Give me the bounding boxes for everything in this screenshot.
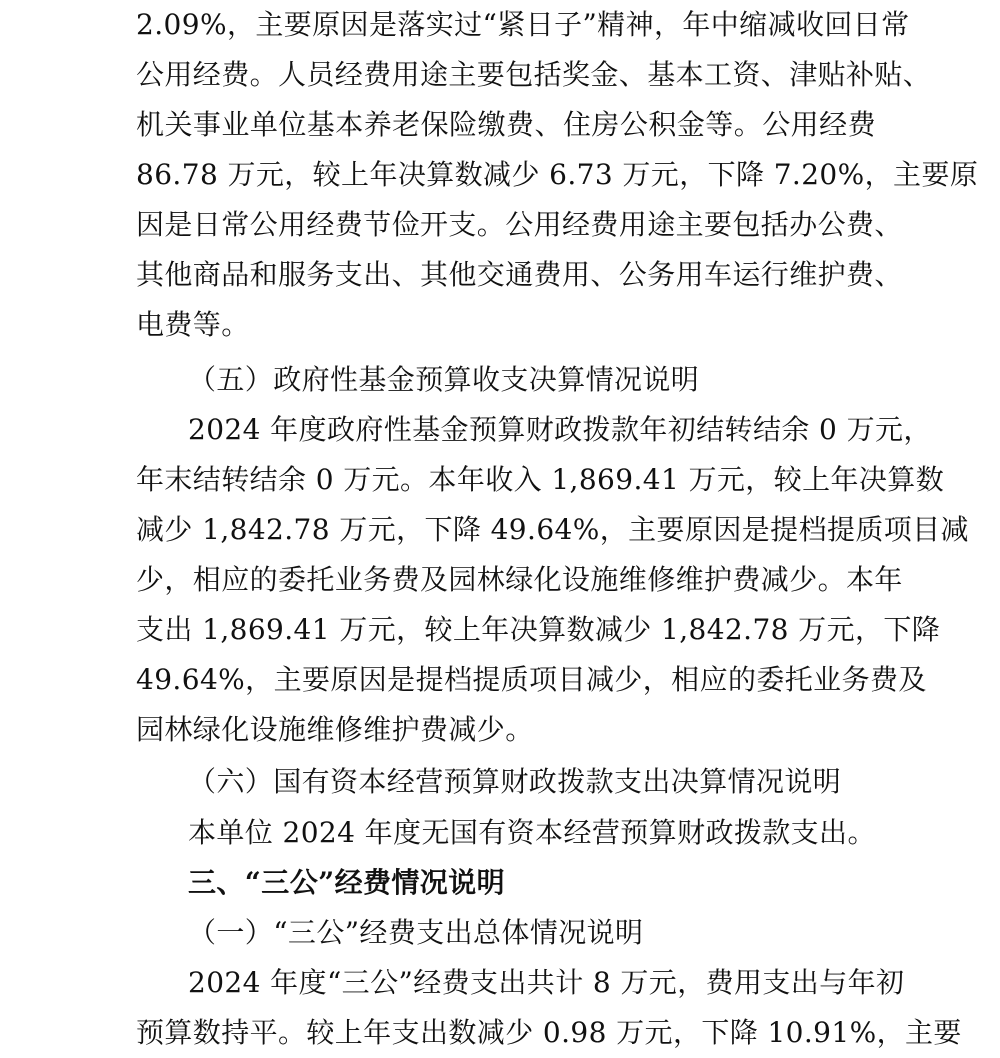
paragraph-line: 其他商品和服务支出、其他交通费用、公务用车运行维护费、: [136, 258, 903, 291]
paragraph-line: 园林绿化设施维修维护费减少。: [136, 713, 534, 746]
paragraph-line: 年末结转结余 0 万元。本年收入 1,869.41 万元，较上年决算数: [136, 463, 945, 496]
paragraph-line: 本单位 2024 年度无国有资本经营预算财政拨款支出。: [188, 816, 876, 849]
section-heading-3: 三、“三公”经费情况说明: [188, 866, 506, 899]
paragraph-line: 2.09%，主要原因是落实过“紧日子”精神，年中缩减收回日常: [136, 8, 910, 41]
paragraph-line: 2024 年度“三公”经费支出共计 8 万元，费用支出与年初: [188, 966, 905, 999]
section-heading-5: （五）政府性基金预算收支决算情况说明: [188, 363, 700, 396]
paragraph-line: 预算数持平。较上年支出数减少 0.98 万元，下降 10.91%，主要: [136, 1016, 962, 1049]
section-heading-6: （六）国有资本经营预算财政拨款支出决算情况说明: [188, 765, 842, 798]
paragraph-line: 86.78 万元，较上年决算数减少 6.73 万元，下降 7.20%，主要原: [136, 158, 979, 191]
paragraph-line: 机关事业单位基本养老保险缴费、住房公积金等。公用经费: [136, 108, 876, 141]
section-heading-3-1: （一）“三公”经费支出总体情况说明: [188, 916, 644, 949]
paragraph-line: 减少 1,842.78 万元，下降 49.64%，主要原因是提档提质项目减: [136, 513, 969, 546]
paragraph-line: 49.64%，主要原因是提档提质项目减少，相应的委托业务费及: [136, 663, 927, 696]
paragraph-line: 公用经费。人员经费用途主要包括奖金、基本工资、津贴补贴、: [136, 58, 932, 91]
paragraph-line: 电费等。: [136, 308, 250, 341]
paragraph-line: 少，相应的委托业务费及园林绿化设施维修维护费减少。本年: [136, 563, 903, 596]
paragraph-line: 支出 1,869.41 万元，较上年决算数减少 1,842.78 万元，下降: [136, 613, 941, 646]
paragraph-line: 2024 年度政府性基金预算财政拨款年初结转结余 0 万元，: [188, 413, 932, 446]
paragraph-line: 因是日常公用经费节俭开支。公用经费用途主要包括办公费、: [136, 208, 903, 241]
